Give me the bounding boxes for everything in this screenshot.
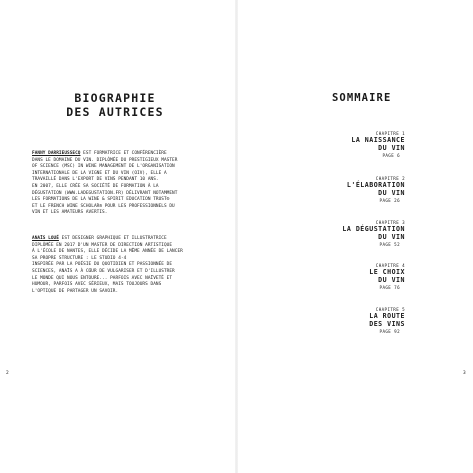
left-page [0, 0, 236, 473]
toc-chapter-name: LA DÉGUSTATION DU VIN [342, 225, 405, 241]
toc-entry-1[interactable] [331, 131, 405, 159]
page-number-left: 2 [6, 371, 9, 376]
biography-title-line1: BIOGRAPHIE [74, 91, 156, 105]
toc-entry-5[interactable] [331, 307, 405, 335]
toc-chapter-label: CHAPITRE 2 [375, 176, 405, 181]
toc-chapter-page: PAGE 76 [379, 284, 400, 290]
biography-title [60, 91, 170, 119]
toc-chapter-name: LE CHOIX DU VIN [369, 268, 405, 284]
biography-anais [32, 236, 192, 295]
biography-title-line2: DES AUTRICES [66, 105, 164, 119]
author-name-anais: ANAÏS LOUÉ [32, 236, 59, 241]
biography-text-fanny: EST FORMATRICE ET CONFÉRENCIÈRE DANS LE DOMAINE DU VIN. DIPLÔMÉE DU PRESTIGIEUX MASTER OF SCIENCE (MSC) IN WINE MANAGEMENT DE L'ORGANISATION INTERNATIONALE DE LA VIGNE ET DU VIN (OIV), ELLE A TRAVAILLÉ DANS L'EXPORT DE VINS PENDANT 10 ANS. EN 2007, ELLE CRÉE SA SOCIÉTÉ DE FORMATION À LA DÉGUSTATION (WWW.LADEGUSTATION.FR) DÉLIVRANT NOTAMMENT LES FORMATIONS DE LA WINE & SPIRIT EDUCATION TRUST® ET LE FRENCH WINE SCHOLAR® POUR LES PROFESSIONNELS DU VIN ET LES AMATEURS AVERTIS. [32, 151, 178, 216]
author-name-fanny: FANNY DARRIEUSSECQ [32, 151, 81, 156]
toc-chapter-label: CHAPITRE 3 [375, 220, 405, 225]
toc-title: SOMMAIRE [332, 92, 392, 104]
page-number-right: 3 [463, 371, 466, 376]
toc-entry-3[interactable] [331, 220, 405, 248]
toc-entry-2[interactable] [331, 176, 405, 204]
toc-chapter-page: PAGE 52 [379, 241, 400, 247]
toc-chapter-page: PAGE 26 [379, 197, 400, 203]
toc-chapter-name: LA NAISSANCE DU VIN [351, 136, 405, 152]
toc-chapter-name: L'ÉLABORATION DU VIN [346, 181, 405, 197]
toc-entry-4[interactable] [331, 263, 405, 291]
biography-fanny [32, 151, 192, 217]
toc-chapter-label: CHAPITRE 1 [375, 131, 405, 136]
toc-chapter-label: CHAPITRE 4 [375, 263, 405, 268]
toc-chapter-page: PAGE 92 [379, 328, 400, 334]
biography-text-anais: EST DESIGNER GRAPHIQUE ET ILLUSTRATRICE DIPLÔMÉE EN 2017 D'UN MASTER DE DIRECTION ARTISTIQUE À L'ÉCOLE DE NANTES, ELLE DÉCIDE LA MÊME ANNÉE DE LANCER SA PROPRE STRUCTURE : LE STUDIO 4·4 INSPIRÉE PAR LA POÉSIE DU QUOTIDIEN ET PASSIONNÉE DE SCIENCES, ANAÏS A À CŒUR DE VULGARISER ET D'ILLUSTRER LE MONDE QUI NOUS ENTOURE... PARFOIS AVEC NAÏVETÉ ET HUMOUR, PARFOIS AVEC SÉRIEUX, MAIS TOUJOURS DANS L'OPTIQUE DE PARTAGER UN SAVOIR. [32, 236, 183, 294]
toc-chapter-label: CHAPITRE 5 [375, 307, 405, 312]
toc-chapter-name: LA ROUTE DES VINS [369, 312, 405, 328]
right-page [237, 0, 473, 473]
toc-chapter-page: PAGE 6 [382, 152, 400, 158]
